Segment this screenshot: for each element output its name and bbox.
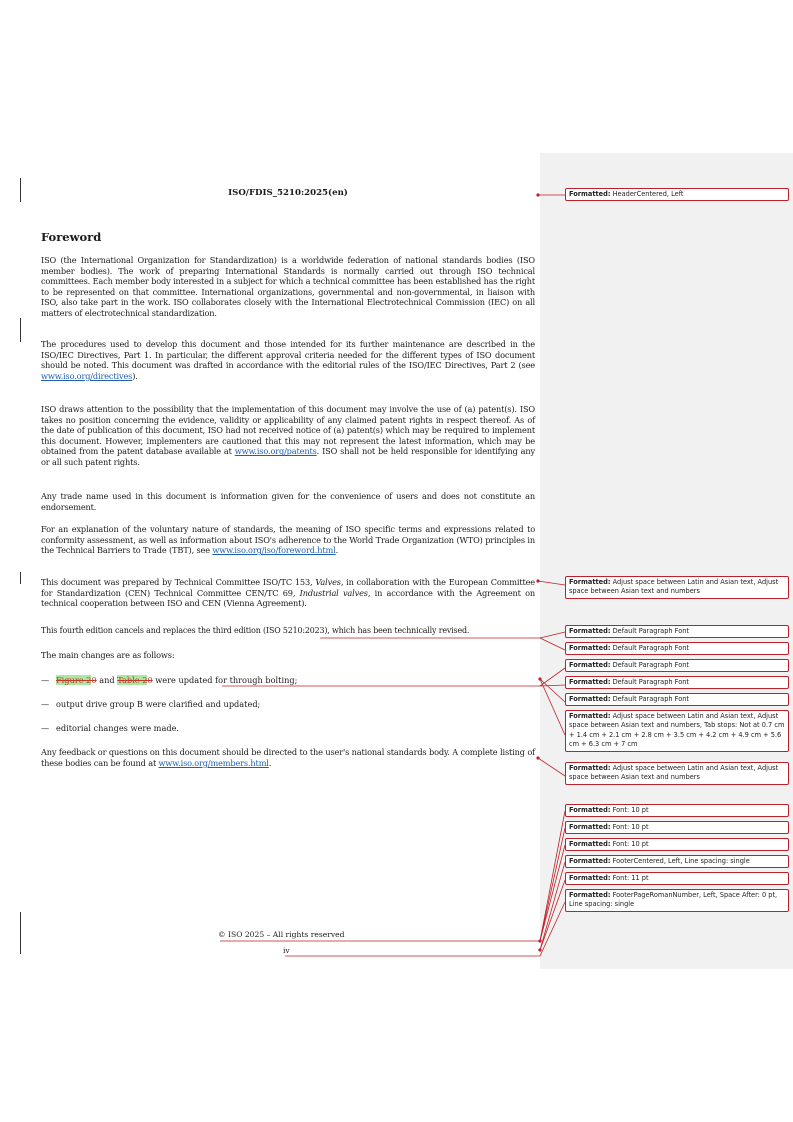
deleted-figure-ref: Figure 2	[56, 675, 92, 685]
change-bar	[20, 572, 21, 584]
paragraph-organization: ISO (the International Organization for Standardization) is a worldwide federation of national standards bodies (ISO member bodies). The work of preparing International Standards is normally carried out through ISO technical committees. Each member body interested in a subject for which a technical committee has been established has the right to be represented on that committee. International organizations, governmental and non-governmental, in liaison with ISO, also take part in the work. ISO collaborates closely with the International Electrotechnical Commission (IEC) on all matters of electrotechnical standardization.	[41, 255, 535, 318]
paragraph-feedback: Any feedback or questions on this document should be directed to the user's national standards body. A complete listing of these bodies can be found at www.iso.org/members.html.	[41, 747, 535, 768]
format-balloon[interactable]: Formatted: Adjust space between Latin and Asian text, Adjust space between Asian text and numbers	[565, 576, 789, 599]
format-balloon[interactable]: Formatted: Default Paragraph Font	[565, 693, 789, 706]
directives-link[interactable]: www.iso.org/directives	[41, 370, 133, 381]
page-number: iv	[283, 946, 290, 955]
format-balloon[interactable]: Formatted: Font: 11 pt	[565, 872, 789, 885]
format-balloon[interactable]: Formatted: Font: 10 pt	[565, 821, 789, 834]
change-item-output-drive: — output drive group B were clarified and updated;	[41, 699, 261, 709]
paragraph-trade-name: Any trade name used in this document is information given for the convenience of users and does not constitute an endorsement.	[41, 491, 535, 512]
patents-link[interactable]: www.iso.org/patents	[234, 446, 317, 457]
change-item-figure-table: — Figure 20 and Table 20 were updated for through bolting;	[41, 675, 298, 685]
paragraph-procedures: The procedures used to develop this document and those intended for its further maintenance are described in the ISO/IEC Directives, Part 1. In particular, the different approval criteria needed for the different types of ISO document should be noted. This document was drafted in accordance with the editorial rules of the ISO/IEC Directives, Part 2 (see www.iso.org/directives).	[41, 339, 535, 381]
paragraph-committee: This document was prepared by Technical Committee ISO/TC 153, Valves, in collaboration with the European Committee for Standardization (CEN) Technical Committee CEN/TC 69, Industrial valves, in accordance with the Agreement on technical cooperation between ISO and CEN (Vienna Agreement).	[41, 577, 535, 609]
change-bar	[20, 178, 21, 202]
copyright-footer: © ISO 2025 – All rights reserved	[218, 930, 345, 939]
foreword-link[interactable]: www.iso.org/iso/foreword.html	[212, 545, 336, 556]
format-balloon[interactable]: Formatted: HeaderCentered, Left	[565, 188, 789, 201]
format-balloon[interactable]: Formatted: FooterPageRomanNumber, Left, Space After: 0 pt, Line spacing: single	[565, 889, 789, 912]
format-balloon[interactable]: Formatted: Default Paragraph Font	[565, 676, 789, 689]
format-balloon[interactable]: Formatted: Default Paragraph Font	[565, 642, 789, 655]
format-balloon[interactable]: Formatted: Adjust space between Latin and Asian text, Adjust space between Asian text and numbers	[565, 762, 789, 785]
format-balloon[interactable]: Formatted: Default Paragraph Font	[565, 659, 789, 672]
paragraph-main-changes: The main changes are as follows:	[41, 650, 175, 660]
paragraph-voluntary-nature: For an explanation of the voluntary nature of standards, the meaning of ISO specific terms and expressions related to conformity assessment, as well as information about ISO's adherence to the World Trade Organization (WTO) principles in the Technical Barriers to Trade (TBT), see www.iso.org/iso/foreword.html.	[41, 524, 535, 556]
members-link[interactable]: www.iso.org/members.html	[158, 757, 269, 768]
foreword-heading: Foreword	[41, 230, 102, 244]
paragraph-patents: ISO draws attention to the possibility that the implementation of this document may involve the use of (a) patent(s). ISO takes no position concerning the evidence, validity or applicability of any claimed patent rights in respect thereof. As of the date of publication of this document, ISO had not received notice of (a) patent(s) which may be required to implement this document. However, implementers are cautioned that this may not represent the latest information, which may be obtained from the patent database available at www.iso.org/patents. ISO shall not be held responsible for identifying any or all such patent rights.	[41, 404, 536, 467]
format-balloon[interactable]: Formatted: Default Paragraph Font	[565, 625, 789, 638]
format-balloon[interactable]: Formatted: FooterCentered, Left, Line spacing: single	[565, 855, 789, 868]
deleted-table-ref: Table 2	[117, 675, 148, 685]
format-balloon[interactable]: Formatted: Font: 10 pt	[565, 838, 789, 851]
change-item-editorial: — editorial changes were made.	[41, 723, 180, 733]
format-balloon[interactable]: Formatted: Font: 10 pt	[565, 804, 789, 817]
page-header: ISO/FDIS_5210:2025(en)	[228, 188, 348, 198]
paragraph-edition: This fourth edition cancels and replaces the third edition (ISO 5210:2023), which has been technically revised.	[41, 626, 470, 635]
format-balloon[interactable]: Formatted: Adjust space between Latin and Asian text, Adjust space between Asian text and numbers, Tab stops: Not at 0.7 cm + 1.4 cm + 2.1 cm + 2.8 cm + 3.5 cm + 4.2 cm + 4.9 cm + 5.6 cm + 6.3 cm + 7 cm	[565, 710, 789, 752]
change-bar	[20, 318, 21, 342]
change-bar	[20, 912, 21, 954]
